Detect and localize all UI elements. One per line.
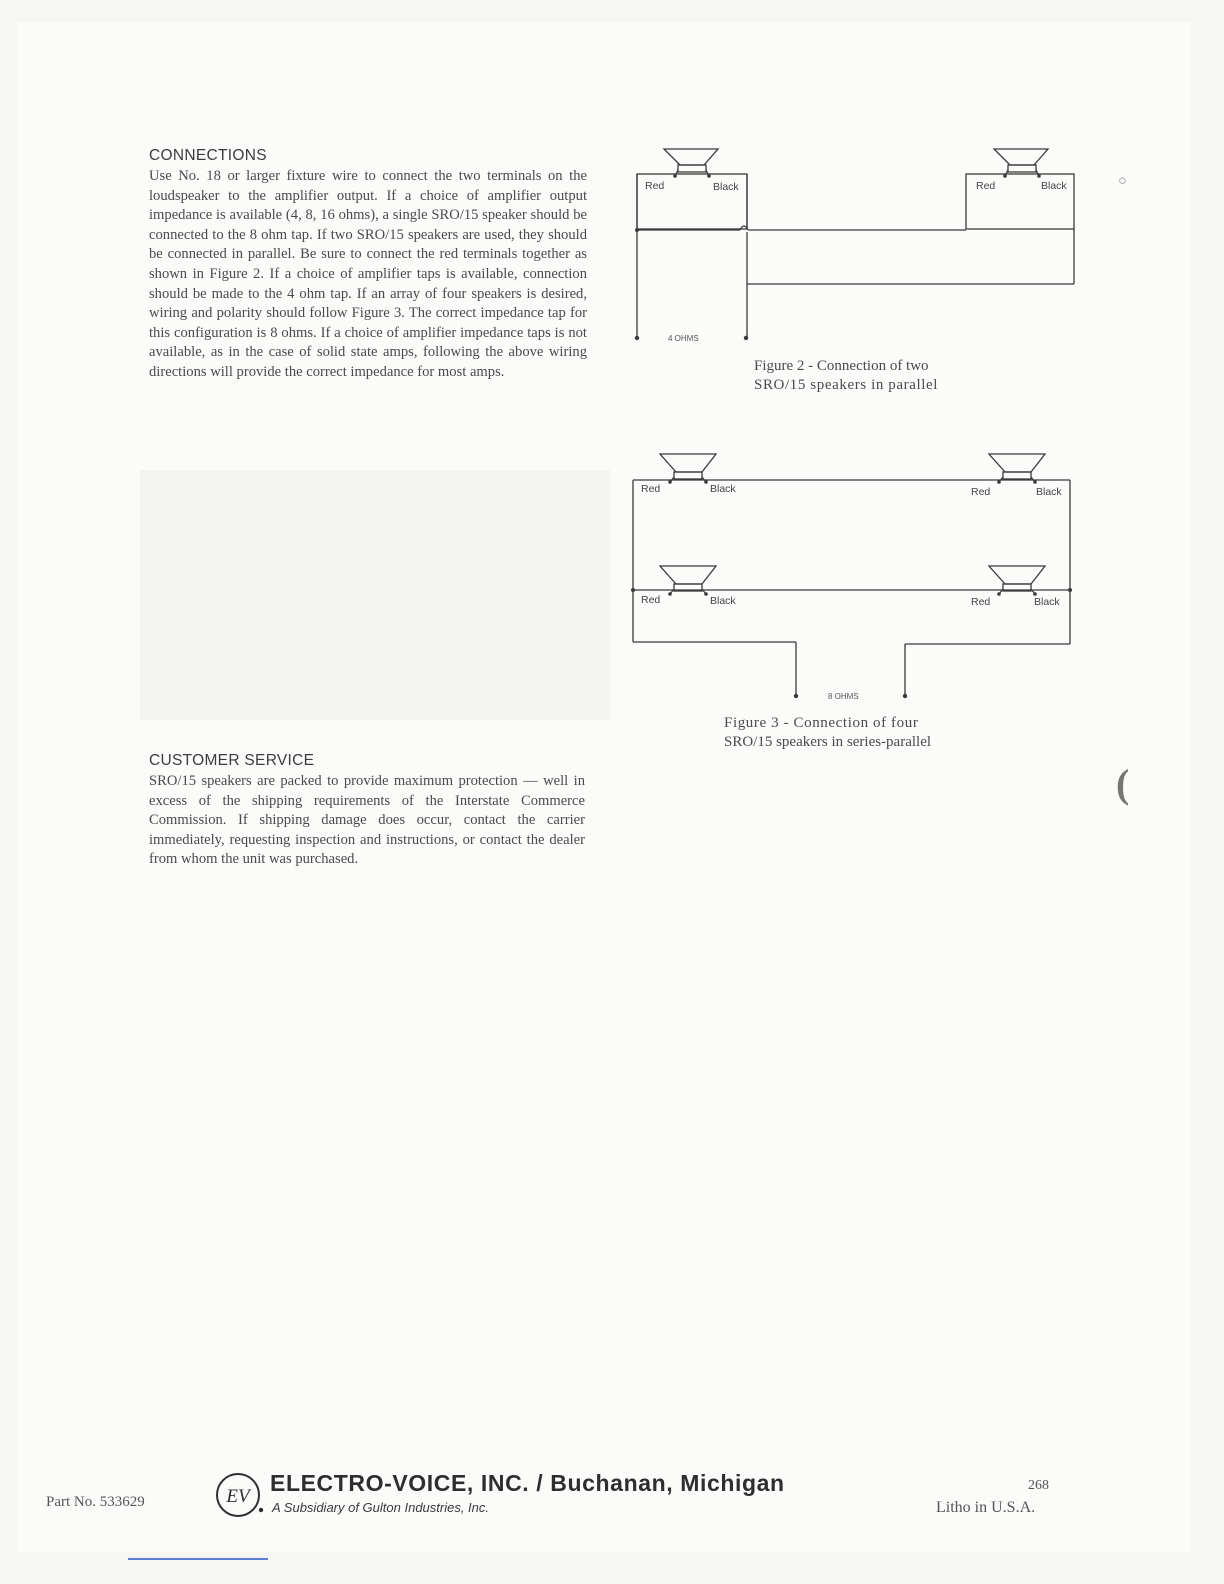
fig2-impedance-label: 4 OHMS [668,334,699,343]
figure-2-diagram [620,140,1090,355]
litho-note: Litho in U.S.A. [936,1499,1036,1516]
connections-body: Use No. 18 or larger fixture wire to connect the two terminals on the loudspeaker to the amplifier output. If a choice of amplifier output impedance is available (4, 8, 16 ohms), a single SRO/15 speaker should be connected to the 8 ohm tap. If two SRO/15 speakers are used, they should be connected in parallel. Be sure to connect the red terminals together as shown in Figure 2. If a choice of amplifier taps is available, connection should be made to the 4 ohm tap. If an array of four speakers is desired, wiring and polarity should follow Figure 3. The correct impedance tap for this configuration is 8 ohms. If a choice of amplifier impedance taps is not available, as in the case of solid state amps, following the above wiring directions will provide the correct impedance for most amps. [149,168,587,380]
figure-3-wiring [631,480,1072,698]
speaker-4-icon [989,566,1045,596]
fig2-s1-black-label: Black [713,181,739,193]
fig2-s2-black-label: Black [1041,180,1067,192]
fig3-s2-red-label: Red [971,486,991,498]
binder-hole-mark-middle: ( [1116,761,1130,806]
fig3-s4-red-label: Red [971,596,991,608]
fig3-s3-black-label: Black [710,595,736,607]
bottom-blue-rule [128,1558,268,1560]
speaker-1-icon [660,454,716,484]
customer-service-heading: CUSTOMER SERVICE [149,752,315,769]
figure-2-svg [620,140,1090,355]
figure-2-wiring [635,174,1074,340]
binder-hole-mark-top: ° [1118,172,1127,197]
figure-3-caption-line2: SRO/15 speakers in series-parallel [724,734,932,750]
fig3-s3-red-label: Red [641,594,661,606]
figure-3-svg [620,444,1090,706]
fig3-s1-red-label: Red [641,483,661,495]
figure-2-caption-line2: SRO/15 speakers in parallel [754,377,939,393]
customer-service-body: SRO/15 speakers are packed to provide maximum protection — well in excess of the shipping requirements of the Interstate Commerce Commission. If shipping damage does occur, contact the carrier immediately, requesting inspection and instructions, or contact the dealer from whom the unit was purchased. [149,773,585,868]
fig2-s2-red-label: Red [976,180,996,192]
speaker-3-icon [660,566,716,596]
page-number: 268 [1028,1478,1049,1493]
logo-text: EV [226,1486,250,1507]
part-number: Part No. 533629 [46,1494,145,1510]
connections-heading: CONNECTIONS [149,147,267,164]
fig3-s1-black-label: Black [710,483,736,495]
fig3-impedance-label: 8 OHMS [828,692,859,701]
figure-2-caption [754,357,984,395]
fig3-s4-black-label: Black [1034,596,1060,608]
figure-3-caption-line1: Figure 3 - Connection of four [724,715,919,731]
subsidiary-line: A Subsidiary of Gulton Industries, Inc. [272,1500,490,1515]
figure-2-caption-line1: Figure 2 - Connection of two [754,358,929,374]
fig3-s2-black-label: Black [1036,486,1062,498]
company-name: ELECTRO-VOICE, INC. / Buchanan, Michigan [270,1470,785,1496]
figure-3-caption [724,714,984,752]
scan-smudge [140,470,610,720]
speaker-2-icon [989,454,1045,484]
figure-3-diagram [620,444,1090,706]
electro-voice-logo [212,1470,268,1525]
fig2-s1-red-label: Red [645,180,665,192]
